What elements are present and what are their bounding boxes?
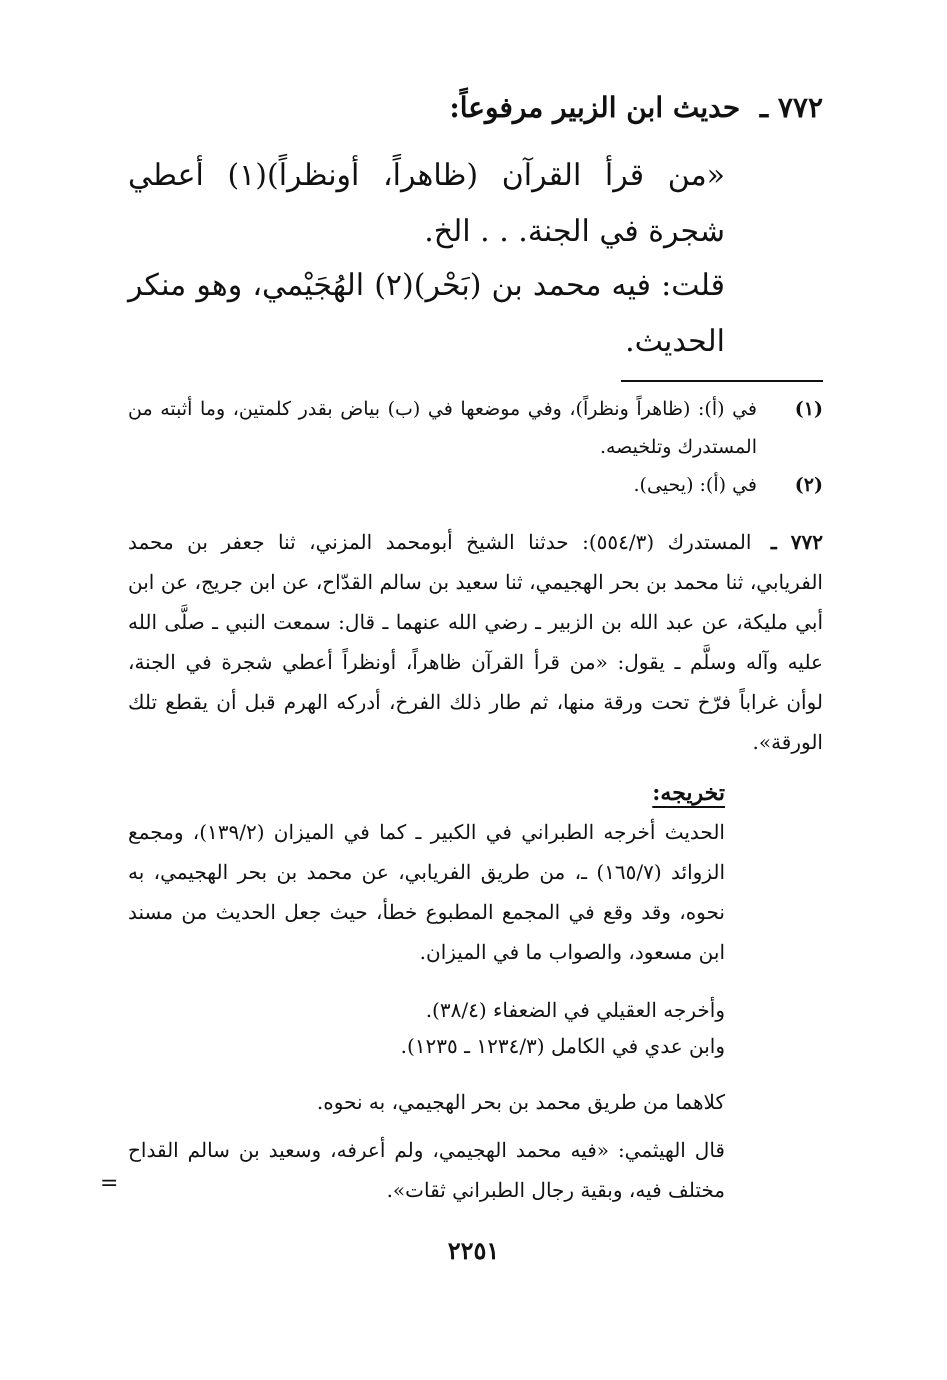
continuation-mark: =	[100, 1171, 119, 1196]
author-remark: قلت: فيه محمد بن (بَحْر)(٢) الهُجَيْمي، وهو منكر الحديث.	[128, 268, 725, 359]
source-number: ٧٧٢ ـ	[770, 530, 824, 554]
takhrij-paragraph: قال الهيثمي: «فيه محمد الهجيمي، ولم أعرفه، وسعيد بن سالم القداح مختلف فيه، وبقية رجال الطبراني ثقات».	[128, 1138, 725, 1202]
source-text: المستدرك (٥٥٤/٣): حدثنا الشيخ أبومحمد المزني، ثنا جعفر بن محمد الفريابي، ثنا محمد بن بحر الهجيمي، ثنا سعيد بن سالم القدّاح، عن ابن جريج، عن ابن أبي مليكة، عن عبد الله بن الزبير ـ رضي الله عنهما ـ قال: سمعت النبي ـ صلَّى الله عليه وآله وسلَّم ـ يقول: «من قرأ القرآن ظاهراً، أونظراً أعطي شجرة في الجنة، لوأن غراباً فرّخ تحت ورقة منها، ثم طار ذلك الفرخ، أدركه الهرم قبل أن يقطع تلك الورقة».	[128, 530, 823, 754]
footnote-1	[128, 390, 823, 466]
takhrij-title: تخريجه:	[652, 780, 725, 806]
source-paragraph	[128, 522, 823, 762]
footnote-text: في (أ): (يحيى).	[633, 474, 757, 496]
takhrij-paragraph: كلاهما من طريق محمد بن بحر الهجيمي، به نحوه.	[316, 1090, 725, 1114]
footnote-mark: (٢)	[794, 474, 823, 496]
takhrij-paragraph: وأخرجه العقيلي في الضعفاء (٣٨/٤).	[425, 998, 725, 1022]
page-number: ٢٢٥١	[447, 1236, 500, 1265]
hadith-heading-text: حديث ابن الزبير مرفوعاً:	[449, 91, 741, 124]
hadith-quote: «من قرأ القرآن (ظاهراً، أونظراً)(١) أعطي شجرة في الجنة. . . الخ.	[128, 158, 725, 249]
footnote-mark: (١)	[794, 398, 823, 420]
takhrij-paragraph: وابن عدي في الكامل (١٢٣٤/٣ ـ ١٢٣٥).	[400, 1034, 725, 1058]
footnote-text: في (أ): (ظاهراً ونظراً)، وفي موضعها في (ب) بياض بقدر كلمتين، وما أثبته من المستدرك وتلخيصه.	[128, 398, 757, 458]
takhrij-paragraph: الحديث أخرجه الطبراني في الكبير ـ كما في الميزان (١٣٩/٢)، ومجمع الزوائد (١٦٥/٧) ـ، من طريق الفريابي، عن محمد بن بحر الهجيمي، به نحوه، وقد وقع في المجمع المطبوع خطأ، حيث جعل الحديث من مسند ابن مسعود، والصواب ما في الميزان.	[128, 820, 726, 964]
hadith-heading	[128, 84, 823, 132]
footnote-divider	[621, 380, 823, 382]
footnote-2	[128, 466, 823, 504]
hadith-number: ٧٧٢ ـ	[759, 91, 823, 124]
